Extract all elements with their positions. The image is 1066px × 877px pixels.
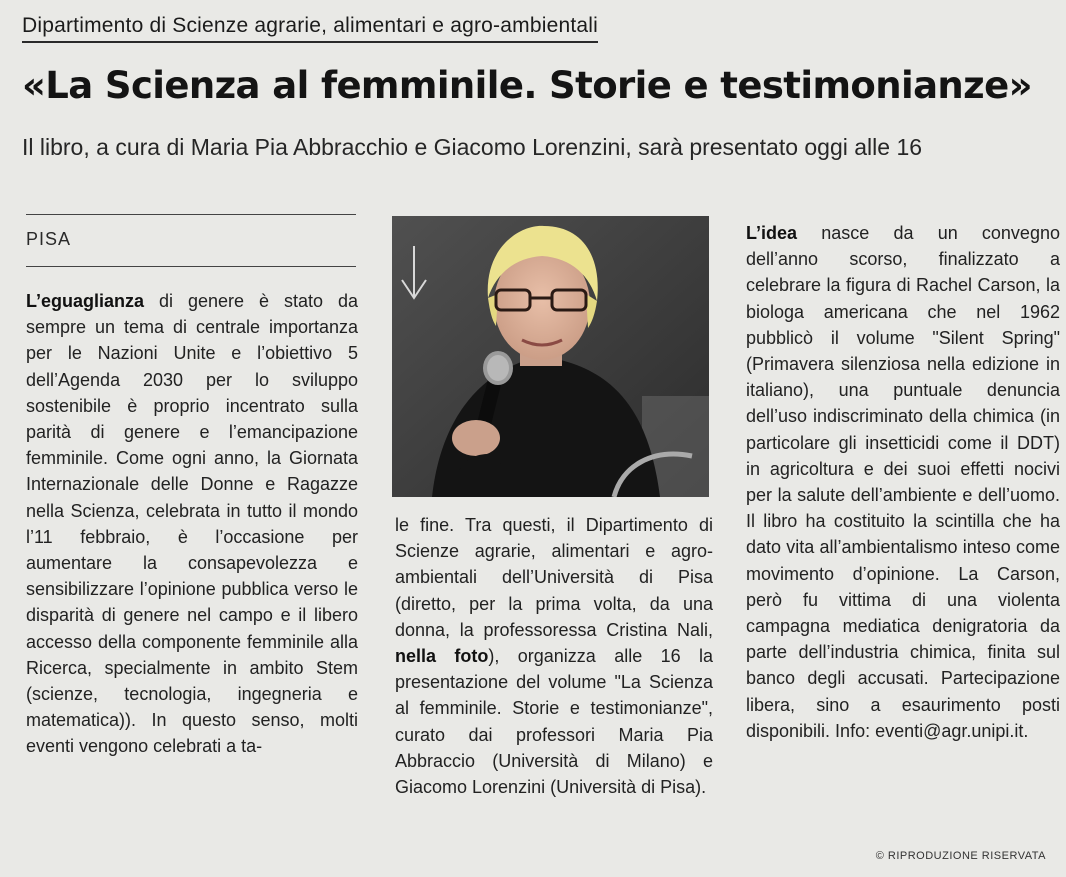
section-kicker: Dipartimento di Scienze agrarie, alimentari e agro-ambientali xyxy=(22,14,598,43)
dateline: PISA xyxy=(26,229,72,249)
article-photo xyxy=(392,216,709,497)
photo-illustration xyxy=(392,216,709,497)
lead-word-idea: L’idea xyxy=(746,223,798,243)
article-column-3 xyxy=(746,220,1060,744)
article-column-2 xyxy=(395,512,713,800)
dateline-rule-top xyxy=(26,214,356,215)
article-headline: «La Scienza al femminile. Storie e testimonianze» xyxy=(22,64,1032,107)
column-2-text-a: le fine. Tra questi, il Dipartimento di Scienze agrarie, alimentari e agro- ambientali dell’Università di Pisa (diretto, per la prima volta, da una donna, la professoressa Cristina Nali, xyxy=(395,515,713,640)
column-3-text: nasce da un convegno dell’anno scorso, finalizzato a celebrare la figura di Rachel Carson, la biologa americana che nel 1962 pubblicò il volume "Silent Spring" (Primavera silenziosa nella edizione in italiano), una puntuale denuncia dell’uso indiscriminato della chimica (in particolare gli insetticidi come il DDT) in agricoltura e dei suoi effetti nocivi per la salute dell’ambiente e dell’uomo. Il libro ha costituito la scintilla che ha dato vita all’ambientalismo inteso come movimento d’opinione. La Carson, però fu vittima di una violenta campagna mediatica denigratoria da parte dell’industria chimica, finita sul banco degli accusati. Partecipazione libera, sino a esaurimento posti disponibili. Info: eventi@agr.unipi.it. xyxy=(746,223,1060,741)
photo-reference: nella foto xyxy=(395,646,489,667)
lead-word: L’eguaglianza xyxy=(26,291,145,311)
column-2-paragraph xyxy=(395,512,713,800)
column-1-paragraph xyxy=(26,288,358,760)
article-column-1 xyxy=(26,288,358,760)
column-2-text-b: ), organizza alle 16 la presentazione del volume "La Scienza al femminile. Storie e testimonianze", curato dai professori Maria Pia Abbraccio (Università di Milano) e Giacomo Lorenzini (Università di Pisa). xyxy=(395,646,713,798)
article-subheadline: Il libro, a cura di Maria Pia Abbracchio e Giacomo Lorenzini, sarà presentato oggi alle 16 xyxy=(22,134,923,160)
dateline-rule-bottom xyxy=(26,266,356,267)
column-3-paragraph xyxy=(746,220,1060,744)
copyright-notice: © RIPRODUZIONE RISERVATA xyxy=(875,850,1046,862)
column-1-text: di genere è stato da sempre un tema di centrale importanza per le Nazioni Unite e l’obiettivo 5 dell’Agenda 2030 per lo sviluppo sostenibile è proprio incentrato sulla parità di genere e l’emancipazione femminile. Come ogni anno, la Giornata Internazionale delle Donne e Ragazze nella Scienza, celebrata in tutto il mondo l’11 febbraio, è l’occasione per aumentare la consapevolezza e sensibilizzare l’opinione pubblica verso le disparità di genere nel campo e il libero accesso della componente femminile alla Ricerca, specialmente in ambito Stem (scienze, tecnologia, ingegneria e matematica)). In questo senso, molti eventi vengono celebrati a ta- xyxy=(26,291,358,757)
